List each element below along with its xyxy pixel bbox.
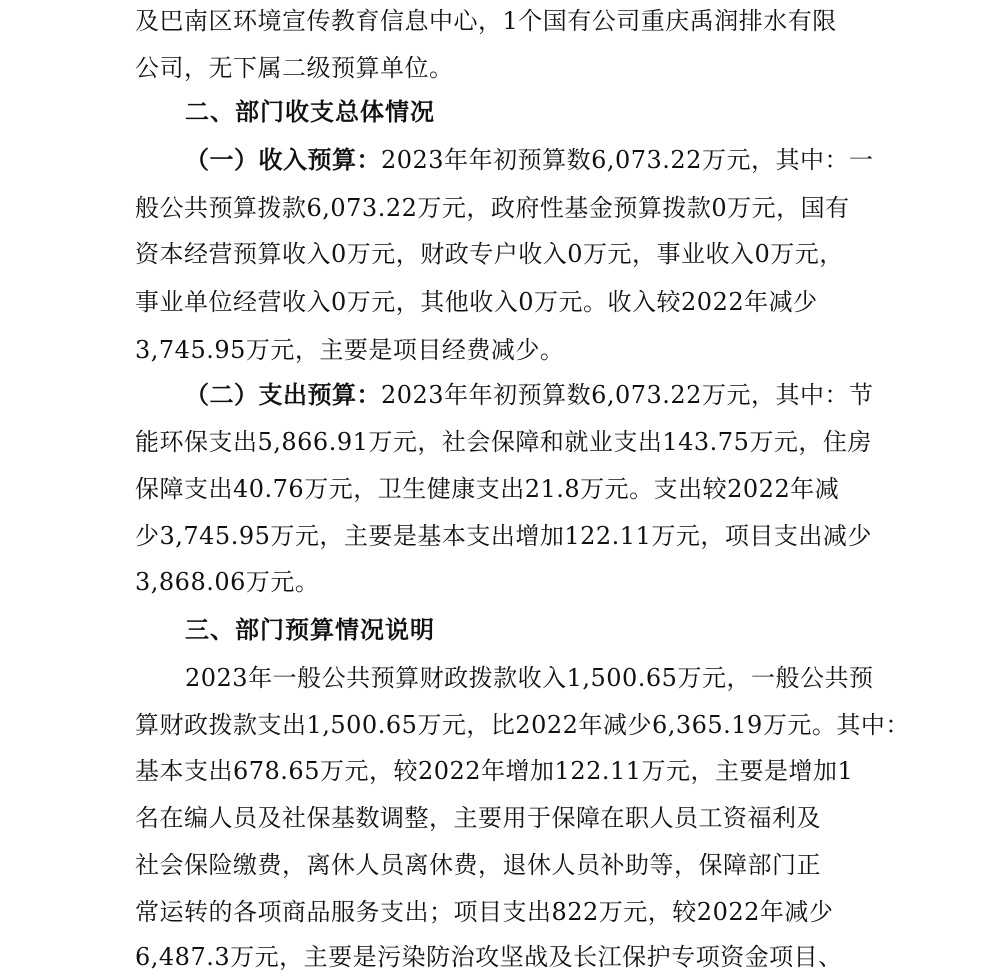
paragraph-line: 3,868.06万元。	[135, 568, 320, 596]
paragraph-line: 2023年一般公共预算财政拨款收入1,500.65万元，一般公共预	[185, 664, 874, 692]
paragraph-text: 2023年年初预算数6,073.22万元，其中：一	[381, 146, 874, 174]
paragraph-line: 3,745.95万元，主要是项目经费减少。	[135, 336, 565, 364]
paragraph-text: 2023年年初预算数6,073.22万元，其中：节	[381, 381, 874, 409]
paragraph-line: 6,487.3万元，主要是污染防治攻坚战及长江保护专项资金项目、	[135, 943, 843, 971]
paragraph-line: 算财政拨款支出1,500.65万元，比2022年减少6,365.19万元。其中：	[135, 711, 910, 739]
subsection-label: （二）支出预算：	[185, 380, 381, 409]
paragraph-line	[185, 380, 873, 410]
paragraph-line: 名在编人员及社保基数调整，主要用于保障在职人员工资福利及	[135, 804, 821, 832]
paragraph-line: 资本经营预算收入0万元，财政专户收入0万元，事业收入0万元，	[135, 240, 844, 268]
paragraph-line: 事业单位经营收入0万元，其他收入0万元。收入较2022年减少	[135, 288, 818, 316]
section-heading: 三、部门预算情况说明	[185, 615, 435, 644]
paragraph-line: 保障支出40.76万元，卫生健康支出21.8万元。支出较2022年减	[135, 475, 840, 503]
paragraph-line: 常运转的各项商品服务支出；项目支出822万元，较2022年减少	[135, 898, 834, 926]
paragraph-line: 公司，无下属二级预算单位。	[135, 54, 454, 82]
paragraph-line	[185, 145, 873, 175]
subsection-label: （一）收入预算：	[185, 145, 381, 174]
paragraph-line: 基本支出678.65万元，较2022年增加122.11万元，主要是增加1	[135, 757, 854, 785]
paragraph-line: 及巴南区环境宣传教育信息中心，1个国有公司重庆禹润排水有限	[135, 7, 837, 35]
paragraph-line: 社会保险缴费，离休人员离休费，退休人员补助等，保障部门正	[135, 851, 821, 879]
paragraph-line: 般公共预算拨款6,073.22万元，政府性基金预算拨款0万元，国有	[135, 194, 850, 222]
paragraph-line: 能环保支出5,866.91万元，社会保障和就业支出143.75万元，住房	[135, 428, 872, 456]
section-heading: 二、部门收支总体情况	[185, 97, 435, 126]
paragraph-line: 少3,745.95万元，主要是基本支出增加122.11万元，项目支出减少	[135, 522, 872, 550]
